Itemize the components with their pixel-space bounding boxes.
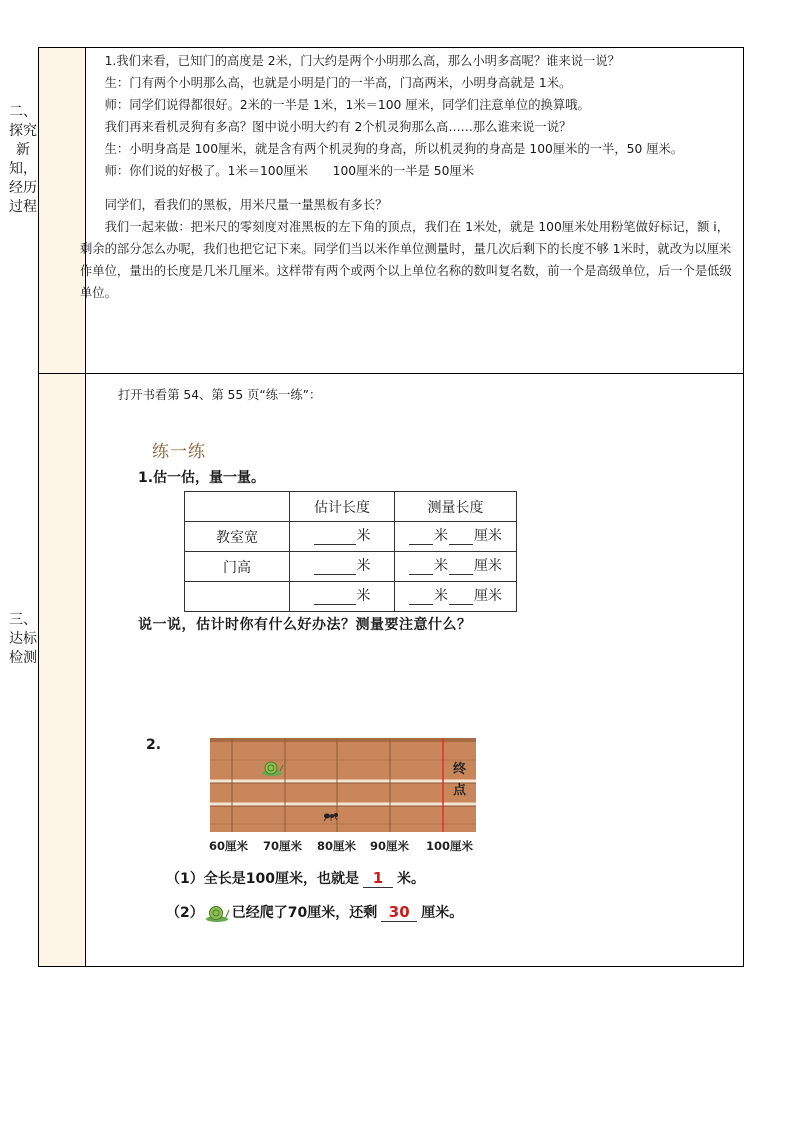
blank	[449, 560, 473, 575]
tick-label: 60厘米	[209, 839, 249, 853]
table-header	[185, 492, 290, 522]
tick-label: 70厘米	[263, 839, 303, 853]
estimate-cell[interactable]: 米	[290, 582, 395, 612]
table-row	[185, 522, 517, 552]
blank	[314, 530, 356, 545]
table-row	[185, 552, 517, 582]
estimate-cell[interactable]: 米	[290, 522, 395, 552]
question-2-number: 2.	[146, 737, 162, 753]
row-item: 门高	[185, 552, 290, 582]
blank	[409, 530, 433, 545]
row-item: 教室宽	[185, 522, 290, 552]
measure-cell[interactable]: 米 厘米	[395, 582, 517, 612]
row-divider	[39, 373, 743, 374]
estimate-table	[184, 491, 517, 612]
table-header: 测量长度	[395, 492, 517, 522]
tick-label: 100厘米	[426, 839, 474, 853]
paragraph: 1.我们来看，已知门的高度是 2米，门大约是两个小明那么高，那么小明多高呢？谁来说一说？	[104, 54, 620, 68]
explore-content	[80, 50, 740, 304]
sub-question-2: （2） 已经爬了70厘米，还剩 30 厘米。	[166, 903, 464, 921]
track-board	[210, 738, 476, 832]
paragraph: 师：你们说的好极了。1米＝100厘米 100厘米的一半是 50厘米	[104, 164, 475, 178]
tick-label: 80厘米	[317, 839, 357, 853]
paragraph: 师：同学们说得都很好。2米的一半是 1米，1米＝100 厘米，同学们注意单位的换算哦。	[104, 98, 590, 112]
paragraph: 我们再来看机灵狗有多高？图中说小明大约有 2个机灵狗那么高……那么谁来说一说？	[104, 120, 572, 134]
paragraph: 我们一起来做：把米尺的零刻度对准黑板的左下角的顶点，我们在 1米处，就是 100厘米处用粉笔做好标记，额 i，剩余的部分怎么办呢，我们也把它记下来。同学们当以米作单位测量时，量几次后剩下的长度不够 1米时，就改为以厘米作单位，量出的长度是几米几厘米。这样带有两个或两个以上单位名称的数叫复名数，前一个是高级单位，后一个是低级单位。	[80, 220, 732, 300]
answer-blank[interactable]: 30	[381, 903, 417, 922]
test-intro: 打开书看第 54、第 55 页“练一练”：	[118, 388, 322, 402]
paragraph: 生：小明身高是 100厘米，就是含有两个机灵狗的身高，所以机灵狗的身高是 100厘米的一半，50 厘米。	[104, 142, 684, 156]
blank	[449, 590, 473, 605]
estimate-cell[interactable]: 米	[290, 552, 395, 582]
race-track-figure	[205, 736, 485, 856]
blank	[314, 560, 356, 575]
blank	[409, 560, 433, 575]
table-header-row	[185, 492, 517, 522]
label-column	[39, 48, 86, 966]
sub-question-1: （1）全长是100厘米，也就是 1 米。	[166, 869, 425, 887]
answer-blank[interactable]: 1	[363, 869, 393, 888]
section-label-test: 三、 达标 检测	[9, 612, 37, 666]
measure-cell[interactable]: 米 厘米	[395, 522, 517, 552]
paragraph: 同学们，看我们的黑板，用米尺量一量黑板有多长？	[104, 198, 388, 212]
table-header: 估计长度	[290, 492, 395, 522]
discuss-prompt: 说一说，估计时你有什么好办法？测量要注意什么？	[138, 617, 472, 633]
question-1-title: 1.估一估，量一量。	[138, 470, 266, 486]
paragraph: 生：门有两个小明那么高，也就是小明是门的一半高，门高两米，小明身高就是 1米。	[104, 76, 572, 90]
finish-label: 点	[453, 783, 467, 798]
measure-cell[interactable]: 米 厘米	[395, 552, 517, 582]
blank	[409, 590, 433, 605]
snail-icon	[206, 906, 230, 922]
blank	[449, 530, 473, 545]
tick-label: 90厘米	[370, 839, 410, 853]
finish-label: 终	[453, 762, 467, 777]
table-row	[185, 582, 517, 612]
practice-heading: 练一练	[152, 442, 206, 462]
row-item[interactable]	[185, 582, 290, 612]
blank	[314, 590, 356, 605]
section-label-explore: 二、 探究 新 知， 经历 过程	[9, 104, 37, 215]
